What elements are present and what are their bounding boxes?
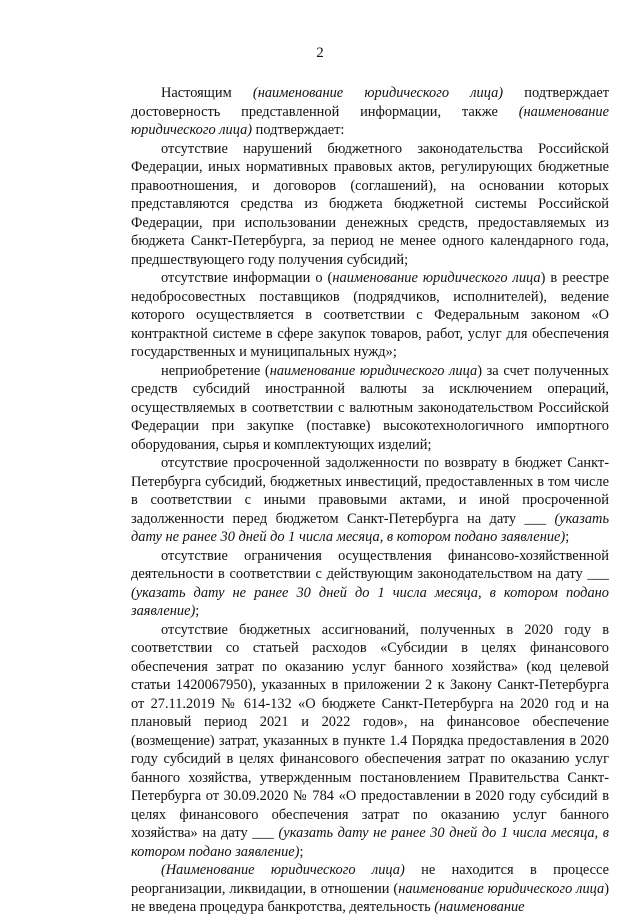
- text-run: ) в реестре недобросовестных поставщиков (подрядчиков, исполнителей), ведение которого осуществляется в соответствии с Федеральным законом «О контрактной системе в сфере закупок товаров, работ, услуг для обеспечения государственных и муниципальных нужд»;: [131, 270, 610, 360]
- text-run: ;: [195, 603, 200, 619]
- text-run: не находится в процессе реорганизации, ликвидации, в отношении (: [131, 862, 609, 897]
- italic-text: наименование юридического лица: [332, 270, 541, 286]
- text-run: отсутствие информации о (: [161, 270, 333, 286]
- italic-text: (наименование юридического лица): [131, 103, 609, 138]
- text-run: отсутствие ограничения осуществления финансово-хозяйственной деятельности в соответствии с действующим законодательством на дату ___: [131, 547, 609, 582]
- text-run: отсутствие нарушений бюджетного законодательства Российской Федерации, иных нормативных правовых актов, регулирующих бюджетные правоотношения, и договоров (соглашений), на основании которых представляются средства из бюджета бюджетной системы Российской Федерации, при использовании денежных средств, предоставляемых из бюджета Санкт-Петербурга, за период не менее одного календарного года, предшествующего году получения субсидий;: [131, 140, 609, 268]
- text-run: ) за счет полученных средств субсидий иностранной валюты за исключением операций, осуществляемых в соответствии с валютным законодательством Российской Федерации при закупке (поставке) высокотехнологичного импортного оборудования, сырья и комплектующих изделий;: [131, 362, 609, 453]
- paragraph: [131, 140, 609, 270]
- paragraph: [131, 454, 609, 547]
- italic-text: наименование юридического лица: [269, 362, 478, 379]
- text-run: Настоящим: [161, 85, 253, 101]
- text-run: ;: [565, 529, 570, 545]
- paragraph: [131, 861, 609, 917]
- text-run: отсутствие просроченной задолженности по возврату в бюджет Санкт-Петербурга субсидий, бюджетных инвестиций, предоставленных в том числе в соответствии с иными правовыми актами, и иной просроченной задолженности перед бюджетом Санкт-Петербурга на дату ___: [131, 455, 609, 527]
- paragraph: [131, 269, 609, 362]
- italic-text: (указать дату не ранее 30 дней до 1 числа месяца, в котором подано заявление): [131, 510, 609, 545]
- page-number: 2: [316, 45, 324, 61]
- text-run: ;: [299, 843, 304, 860]
- paragraph: [131, 362, 609, 455]
- italic-text: наименование юридического лица: [398, 880, 605, 897]
- text-run: подтверждает:: [252, 122, 345, 138]
- italic-text: (указать дату не ранее 30 дней до 1 числа месяца, в котором подано заявление): [131, 584, 609, 619]
- text-run: ) не введена процедура банкротства, деятельность: [131, 880, 609, 915]
- text-run: отсутствие бюджетных ассигнований, полученных в 2020 году в соответствии со статьей расходов «Субсидии в целях финансового обеспечения затрат по оказанию услуг банного хозяйства» (код целевой статьи 1420067950), указанных в приложении 2 к Закону Санкт-Петербурга от 27.11.2019 № 614-132 «О бюджете Санкт-Петербурга на 2020 год и на плановый период 2021 и 2022 годов», на финансовое обеспечение (возмещение) затрат, указанных в пункте 1.4 Порядка предоставления в 2020 году субсидий в целях финансового обеспечения затрат по оказанию услуг банного хозяйства, утвержденным постановлением Правительства Санкт-Петербурга от 30.09.2020 № 784 «О предоставлении в 2020 году субсидий в целях финансового обеспечения затрат по оказанию услуг банного хозяйства» на дату ___: [131, 621, 609, 841]
- italic-text: (Наименование юридического лица): [161, 862, 405, 878]
- paragraph: [131, 547, 609, 621]
- paragraph: [131, 84, 609, 140]
- document-body: [131, 84, 609, 917]
- text-run: подтверждает достоверность представленной информации, также: [131, 85, 610, 120]
- italic-text: (указать дату не ранее 30 дней до 1 числа месяца, в котором подано заявление): [131, 825, 609, 860]
- paragraph: [131, 621, 609, 862]
- italic-text: (наименование: [434, 899, 525, 915]
- text-run: неприобретение (: [161, 362, 270, 379]
- italic-text: (наименование юридического лица): [252, 85, 504, 101]
